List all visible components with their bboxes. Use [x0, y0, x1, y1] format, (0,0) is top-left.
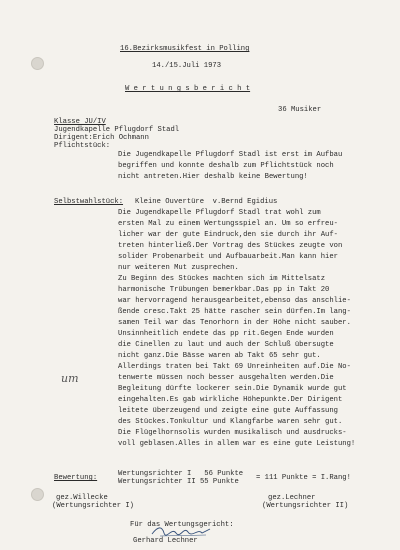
signature1-role: (Wertungsrichter I) — [52, 502, 134, 510]
handwritten-signature-icon — [150, 524, 212, 538]
margin-pencil-mark: um — [61, 372, 79, 385]
evaluation-line: Zu Beginn des Stückes machten sich im Mittelsatz — [118, 275, 326, 283]
evaluation-line: ßende cresc.Takt 25 hätte rascher sein dürfen.Im lang- — [118, 308, 351, 316]
band-name: Jugendkapelle Pflugdorf Stadl — [54, 126, 180, 134]
evaluation-line: Allerdings traten bei Takt 69 Unreinheiten auf.Die No- — [118, 363, 351, 371]
evaluation-line: nur weiteren Mut zusprechen. — [118, 264, 239, 272]
pflicht-line: Die Jugendkapelle Pflugdorf Stadl ist erst im Aufbau — [118, 151, 343, 159]
evaluation-line: treten hinterließ.Der Vortrag des Stückes zeugte von — [118, 242, 343, 250]
evaluation-line: samen Teil war das Tenorhorn in der Höhe nicht sauber. — [118, 319, 351, 327]
selbstwahl-label: Selbstwahlstück: — [54, 198, 124, 206]
footer-signer: Gerhard Lechner — [133, 537, 198, 545]
selbstwahl-piece: Kleine Ouvertüre v.Bernd Egidius — [135, 198, 278, 206]
evaluation-line: Unsinnheitlich endete das pp rit.Gegen Ende wurden — [118, 330, 334, 338]
signature1-name: gez.Willecke — [56, 494, 108, 502]
evaluation-line: eingehalten.Es gab wirkliche Höhepunkte.Der Dirigent — [118, 396, 343, 404]
evaluation-line: leitete überzeugend und zeigte eine gute Auffassung — [118, 407, 338, 415]
musician-count: 36 Musiker — [278, 106, 322, 114]
punch-hole-icon — [31, 488, 44, 501]
punch-hole-icon — [31, 57, 44, 70]
evaluation-line: die Cinellen zu laut und auch der Schluß übersugte — [118, 341, 334, 349]
evaluation-line: solider Probenarbeit und Aufbauarbeit.Man kann hier — [118, 253, 338, 261]
evaluation-line: nicht ganz.Die Bässe waren ab Takt 65 sehr gut. — [118, 352, 321, 360]
evaluation-line: licher war der gute Eindruck,den sie durch ihr Auf- — [118, 231, 338, 239]
evaluation-line: Die Jugendkapelle Pflugdorf Stadl trat wohl zum — [118, 209, 321, 217]
signature2-role: (Wertungsrichter II) — [262, 502, 349, 510]
evaluation-line: des Stückes.Tonkultur und Klangfarbe waren sehr gut. — [118, 418, 343, 426]
festival-date: 14./15.Juli 1973 — [152, 62, 222, 70]
mandatory-piece-label: Pflichtstück: — [54, 142, 111, 150]
total-score: = 111 Punkte = I.Rang! — [256, 474, 351, 482]
rating-label: Bewertung: — [54, 474, 98, 482]
evaluation-line: war hervorragend herausgearbeitet,ebenso das anschlie- — [118, 297, 351, 305]
footer-for: Für das Wertungsgericht: — [130, 521, 234, 529]
class-label: Klasse JU/IV — [54, 118, 106, 126]
evaluation-line: tenwerte müssen noch besser ausgehalten werden.Die — [118, 374, 334, 382]
pflicht-line: nicht antreten.Hier deshalb keine Bewertung! — [118, 173, 308, 181]
festival-title: 16.Bezirksmusikfest in Polling — [120, 45, 250, 53]
report-heading: W e r t u n g s b e r i c h t — [125, 85, 251, 93]
evaluation-line: Die Flügelhornsolis wurden musikalisch und ausdrucks- — [118, 429, 347, 437]
pflicht-line: begriffen und konnte deshalb zum Pflichtstück noch — [118, 162, 334, 170]
judge1-score: Wertungsrichter I 56 Punkte — [118, 470, 244, 478]
evaluation-line: ersten Mal zu einem Wertungsspiel an. Um so erfreu- — [118, 220, 338, 228]
conductor: Dirigent:Erich Ochmann — [54, 134, 149, 142]
evaluation-line: voll geblasen.Alles in allem war es eine gute Leistung! — [118, 440, 356, 448]
signature2-name: gez.Lechner — [268, 494, 316, 502]
judge2-score: Wertungsrichter II 55 Punkte — [118, 478, 239, 486]
evaluation-line: harmonische Trübungen bemerkbar.Das pp in Takt 20 — [118, 286, 330, 294]
evaluation-line: Begleitung dürfte lockerer sein.Die Dynamik wurde gut — [118, 385, 347, 393]
